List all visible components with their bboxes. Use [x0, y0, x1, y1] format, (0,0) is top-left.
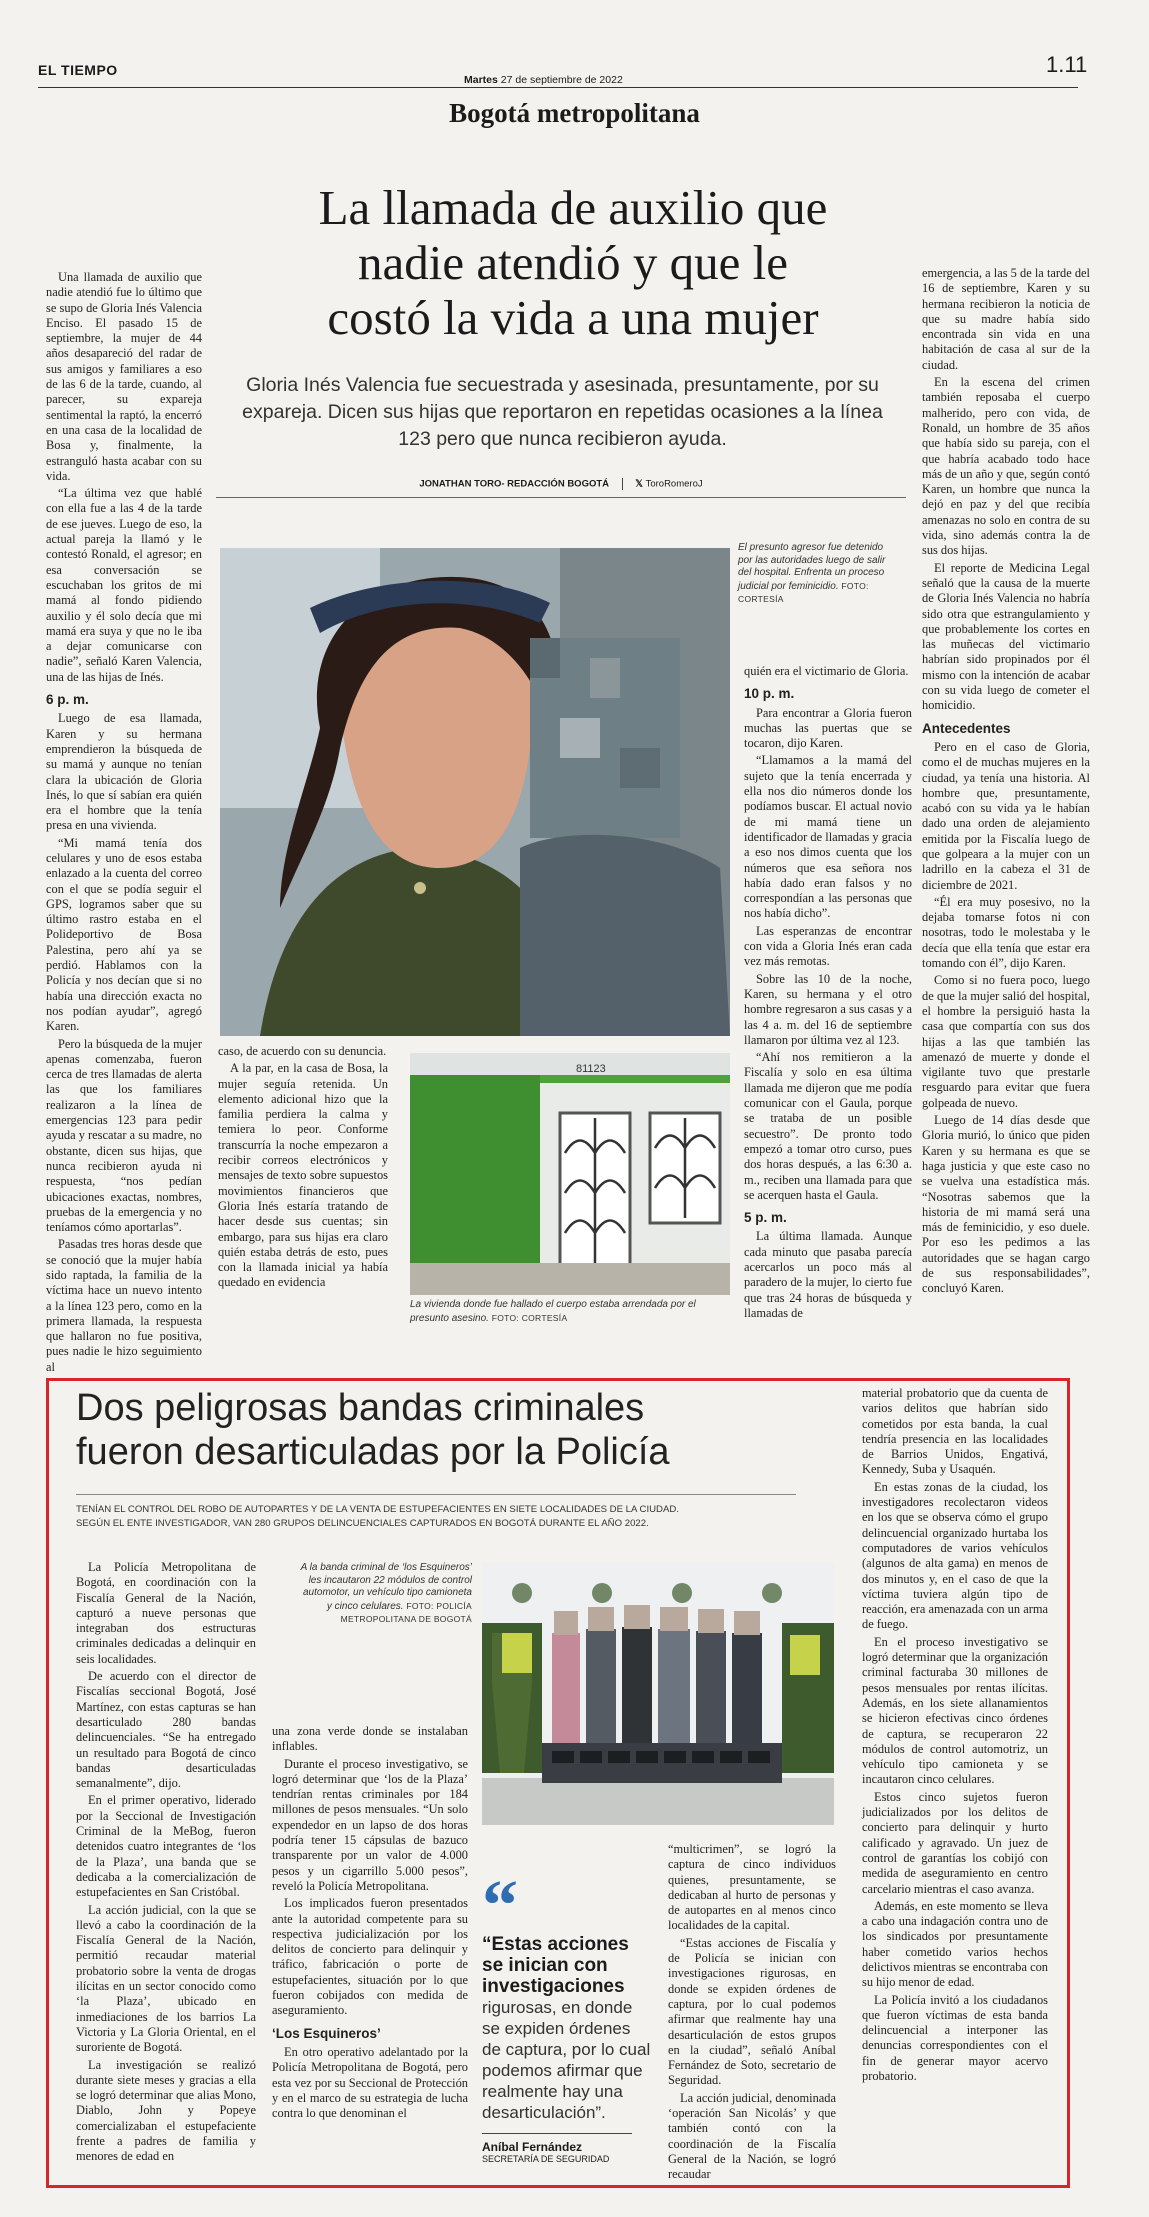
paragraph: Durante el proceso investigativo, se logró determinar que ‘los de la Plaza’ tendrían rentas criminales por 184 millones de pesos mensuales. “Un solo expendedor en un lapso de dos horas podría tener 15 cápsulas de bazuco transparente por un valor de 4.000 pesos y un cigarrillo 5.000 pesos”, reveló la Policía Metropolitana. — [272, 1756, 468, 1893]
story2-column-1 — [76, 1560, 256, 2167]
paragraph: La acción judicial, con la que se llevó a cabo la coordinación de la Fiscalía General de la Nación, permitió recaudar material probatorio sobre la venta de drogas ilícitas en un sector conocido como ‘la Plaza’, ubicado en inmediaciones de los barrios La Victoria y La Gloria Oriental, en el suroriente de Bogotá. — [76, 1902, 256, 2055]
paragraph: emergencia, a las 5 de la tarde del 16 de septiembre, Karen y su hermana recibieron la noticia de que su madre había sido encontrada sin vida en una habitación de casa al sur de la ciudad. — [922, 266, 1090, 372]
pull-quote — [482, 1865, 652, 2164]
byline-author: JONATHAN TORO- REDACCIÓN BOGOTÁ — [419, 478, 610, 490]
issue-date-rest: 27 de septiembre de 2022 — [500, 74, 623, 86]
quote-mark-icon: “ — [482, 1865, 518, 1945]
paragraph: Sobre las 10 de la noche, Karen, su hermana y el otro hombre regresaron a sus casas y a las 4 a. m. del 16 de septiembre llamaron por última vez al 123. — [744, 971, 912, 1047]
paragraph: En el proceso investigativo se logró determinar que la organización criminal facturaba 30 millones de pesos mensuales por rentas ilícitas. Además, en los siete allanamientos se hicieron efectivas cinco órdenes de captura, se recuperaron 22 módulos de control automotriz, un vehículo tipo camioneta y se incautaron cinco celulares. — [862, 1634, 1048, 1787]
paragraph: caso, de acuerdo con su denuncia. — [218, 1044, 387, 1058]
story2-headline — [76, 1386, 836, 1474]
page-number: 1.11 — [1046, 52, 1088, 77]
section-title: Bogotá metropolitana — [449, 98, 700, 128]
police-photo-caption — [300, 1562, 472, 1627]
house-number: 81123 — [576, 1063, 606, 1075]
paragraph: Una llamada de auxilio que nadie atendió fue lo último que se supo de Gloria Inés Valencia Enciso. El pasado 15 de septiembre, la mujer de 44 años desapareció del radar de sus amigos y familiares a eso de las 6 de la tarde, cuando, al parecer, su expareja sentimental la raptó, la encerró en una casa de la localidad de Bosa y, finalmente, la estranguló hasta acabar con su vida. — [46, 270, 202, 483]
story2-column-3 — [668, 1842, 836, 2185]
quote-rest: rigurosas, en donde se expiden órdenes de captura, por lo cual podemos afirmar que realmente hay una desarticulación”. — [482, 1998, 651, 2122]
paragraph: A la par, en la casa de Bosa, la mujer seguía retenida. Un elemento adicional hizo que la familia perdiera la calma y temiera lo peor. Conforme transcurría la noche empezaron a recibir correos electrónicos y mensajes de texto sobre supuestos movimientos financieros que Gloria Inés estaría tratando de hacer desde sus cuentas; sin embargo, para sus hijas era claro quién estaba detrás de esto, pues con la llamada inicial ya había quedado en evidencia — [218, 1061, 388, 1290]
paragraph: “La última vez que hablé con ella fue a las 4 de la tarde de ese jueves. Luego de eso, la actual pareja la llamó y le contestó Ronald, el agresor; en esa conversación se escuchaban los gritos de mi mamá al fondo pidiendo auxilio y él solo decía que mi mamá era suya y que no le iba a dejar comunicarse con nadie”, señaló Karen Valencia, una de las hijas de Inés. — [46, 486, 202, 684]
paragraph: Los implicados fueron presentados ante la autoridad competente para su respectiva judicialización por los delitos de concierto para delinquir y tráfico, fabricación o porte de estupefacientes, situación por lo que fueron cobijados con medida de aseguramiento. — [272, 1896, 468, 2018]
issue-date-day: Martes — [464, 74, 498, 86]
paragraph: Luego de 14 días desde que Gloria murió, lo único que piden Karen y su hermana es que se haga justicia y que este caso no se vuelva una estadística más. “Nosotras sabemos que la historia de mi mamá será una más de feminicidio, y eso duele. Por eso les pedimos a las autoridades que se hagan cargo de sus responsabilidades”, concluyó Karen. — [922, 1113, 1090, 1296]
twitter-icon: 𝕏 — [635, 478, 643, 490]
police-photo-art — [482, 1563, 834, 1825]
paragraph: En la escena del crimen también reposaba el cuerpo malherido, pero con vida, de Ronald, un hombre de 35 años que había sido su pareja, con el que habría acabado todo hace más de un año y que, según contó Karen, un hombre que nunca la dejó en paz y del que recibía amenazas no solo en contra de su vida, sino además contra la de sus dos hijas. — [922, 375, 1090, 558]
subhead: ‘Los Esquineros’ — [272, 2025, 381, 2041]
paragraph: una zona verde donde se instalaban inflables. — [272, 1724, 468, 1754]
paragraph: Pero en el caso de Gloria, como el de muchas mujeres en la ciudad, ya tenía una historia. Al hombre que, presuntamente, acabó con su vida ya le habían dado una orden de alejamiento emitida por la Fiscalía luego de que golpeara a la mujer con un ladrillo en la cabeza el 31 de diciembre de 2021. — [922, 739, 1090, 892]
paragraph: “Estas acciones de Fiscalía y de Policía se inician con investigaciones rigurosas, en donde se expiden órdenes de captura, por lo cual podemos afirmar que realmente hay una desarticulación de estos grupos en la ciudad”, señaló Aníbal Fernández de Soto, secretario de Seguridad. — [668, 1935, 836, 2088]
house-caption — [410, 1299, 730, 1325]
paragraph: En el primer operativo, liderado por la Seccional de Investigación Criminal de la MeBog, fueron detenidos cuatro integrantes de ‘los de la Plaza’, una banda que se dedicaba a la comercialización de estupefacientes en San Cristóbal. — [76, 1793, 256, 1900]
police-photo-caption-text: A la banda criminal de ‘los Esquineros’ les incautaron 22 módulos de control automotor, un vehículo tipo camioneta y cinco celulares. — [300, 1562, 472, 1612]
paragraph: La Policía invitó a los ciudadanos que fueron víctimas de esta banda delincuencial a interponer las denuncias correspondientes con el fin de generar mayor acervo probatorio. — [862, 1992, 1048, 2084]
house-photo-art — [410, 1053, 730, 1295]
story2-column-4 — [862, 1386, 1048, 2086]
paragraph: quién era el victimario de Gloria. — [744, 664, 909, 678]
paragraph: material probatorio que da cuenta de varios delitos que habrían sido cometidos por esta banda, la cual tendría presencia en las localidades de Barrios Unidos, Engativá, Kennedy, Suba y Usaquén. — [862, 1386, 1048, 1477]
agresor-caption — [738, 542, 890, 607]
story1-deck: Gloria Inés Valencia fue secuestrada y asesinada, presuntamente, por su expareja. Dicen sus hijas que reportaron en repetidas ocasiones a la línea 123 pero que nunca recibieron ayuda. — [242, 374, 883, 450]
header-rule — [38, 87, 1078, 88]
paragraph: Luego de esa llamada, Karen y su hermana emprendieron la búsqueda de su mamá y aunque no tenían clara la ubicación de Gloria Inés, lo que sí sabían era quién era el hombre que la tenía presa en una vivienda. — [46, 711, 202, 833]
story1-byline — [216, 478, 906, 490]
story2-deck-line: SEGÚN EL ENTE INVESTIGADOR, VAN 280 GRUPOS DELINCUENCIALES CAPTURADOS EN BOGOTÁ DURANTE EL AÑO 2022. — [76, 1518, 649, 1529]
story2-deck — [76, 1503, 806, 1531]
victim-photo-art — [220, 548, 730, 1036]
byline-rule — [216, 497, 906, 498]
story2-deck-rule — [76, 1494, 796, 1495]
story1-column-4 — [922, 266, 1090, 1299]
paragraph: “Mi mamá tenía dos celulares y uno de esos estaba enlazado a la cuenta del correo con el que se podía seguir el GPS, logramos saber que su último rastro estaba en el Polideportivo de Bosa Palestina, pero ahí ya se perdió. Hablamos con la Policía y nos decían que si no había una dirección exacta no nos podían ayudar”, agregó Karen. — [46, 835, 202, 1034]
subhead: 10 p. m. — [744, 686, 795, 702]
paragraph: “Él era muy posesivo, no la dejaba tomarse fotos ni con nosotras, todo le molestaba y le decía que ella tenía que estar era tomando con él”, dijo Karen. — [922, 894, 1090, 971]
story2-headline-line: fueron desarticuladas por la Policía — [76, 1431, 670, 1473]
story2-column-2 — [272, 1724, 468, 2123]
house-caption-credit: FOTO: CORTESÍA — [491, 1312, 568, 1323]
paragraph: El reporte de Medicina Legal señaló que la causa de la muerte de Gloria Inés Valencia no habría sido otra que estrangulamiento y que probablemente los cortes en las muñecas del victimario habrían sido propinados por él mismo con la intención de acabar con su vida luego de cometer el homicidio. — [922, 560, 1090, 713]
paragraph: Además, en este momento se lleva a cabo una indagación contra uno de los sindicados por presuntamente haber cometido varios hechos delictivos mientras se encontraba con su hijo menor de edad. — [862, 1898, 1048, 1990]
paragraph: Las esperanzas de encontrar con vida a Gloria Inés eran cada vez más remotas. — [744, 923, 912, 969]
story1-headline-line: costó la vida a una mujer — [327, 290, 819, 345]
police-photo — [482, 1563, 834, 1825]
paragraph: La Policía Metropolitana de Bogotá, en coordinación con la Fiscalía General de la Nación, capturó a nueve personas que integraban dos estructuras criminales dedicadas a delinquir en seis localidades. — [76, 1560, 256, 1666]
quote-lead: “Estas acciones se inician con investigaciones — [482, 1934, 629, 1997]
paragraph: De acuerdo con el director de Fiscalías seccional Bogotá, José Martínez, con estas capturas se han desarticulado 280 bandas delincuenciales. “Se ha entregado un resultado para Bogotá de cinco bandas desarticuladas semanalmente”, dijo. — [76, 1669, 256, 1791]
issue-date — [464, 74, 623, 86]
victim-photo — [220, 548, 730, 1036]
byline-twitter: ToroRomeroJ — [645, 478, 703, 490]
story2-headline-line: Dos peligrosas bandas criminales — [76, 1387, 645, 1429]
paragraph: La investigación se realizó durante siete meses y gracias a ella se logró determinar que alias Mono, Diablo, John y Popeye comercializaban el estupefaciente frente a padres de familia y menores de edad en — [76, 2057, 256, 2164]
story1-column-1 — [46, 270, 202, 1377]
quote-role: SECRETARÍA DE SEGURIDAD — [482, 2154, 610, 2164]
paragraph: Como si no fuera poco, luego de que la mujer salió del hospital, el hombre la persiguió hasta la casa que compartía con sus dos hijas a las que también las amenazó de muerte y donde el vigilante tuvo que prestarle resguardo para evitar que fuera golpeada de nuevo. — [922, 973, 1090, 1110]
story1-headline-line: La llamada de auxilio que — [318, 180, 828, 235]
paragraph: “Ahí nos remitieron a la Fiscalía y solo en esa última llamada me dijeron que me podía comunicar con el Gaula, porque se trataba de un posible secuestro”. De pronto todo empezó a tomar otro curso, pues dos horas después, a las 6:30 a. m., reciben una llamada para que se acerquen hasta el Gaula. — [744, 1050, 912, 1202]
story1-column-3 — [744, 664, 912, 1323]
paragraph: La acción judicial, denominada ‘operación San Nicolás’ y que también contó con la coordinación de la Fiscalía General de la Nación, se logró recaudar — [668, 2090, 836, 2182]
house-photo — [410, 1053, 730, 1295]
paragraph: En otro operativo adelantado por la Policía Metropolitana de Bogotá, pero esta vez por su Seccional de Protección y en el marco de su estrategia de lucha contra lo que denominan el — [272, 2044, 468, 2121]
paragraph: “multicrimen”, se logró la captura de cinco individuos quienes, presuntamente, se dedicaban al hurto de personas y de autopartes en al menos cinco localidades de la capital. — [668, 1842, 836, 1933]
house-caption-text: La vivienda donde fue hallado el cuerpo estaba arrendada por el presunto asesino. — [410, 1299, 696, 1324]
paragraph: La última llamada. Aunque cada minuto que pasaba parecía acercarlos un poco más al paradero de la mujer, lo cierto fue que tras 24 horas de búsqueda y llamadas de — [744, 1229, 912, 1320]
paragraph: En estas zonas de la ciudad, los investigadores recolectaron videos en los que se observa cómo el grupo delincuencial organizado hurtaba los computadores de varios vehículos (algunos de alta gama) en menos de dos minutos y, en el caso de que la víctima tuviera algún tipo de reacción, era amenazada con un arma de fuego. — [862, 1479, 1048, 1632]
paragraph: Estos cinco sujetos fueron judicializados por los delitos de concierto para delinquir y hurto calificado y agravado. Un juez de control de garantías los cobijó con medida de aseguramiento en centro carcelario mientras el caso avanza. — [862, 1789, 1048, 1896]
subhead: Antecedentes — [922, 720, 1011, 736]
paragraph: Pasadas tres horas desde que se conoció que la mujer había sido raptada, la familia de la víctima hace un nuevo intento a la línea 123 pero, como en la primera llamada, la respuesta que hallaron no fue positiva, pues nadie le hizo seguimiento al — [46, 1237, 202, 1374]
agresor-caption-credit: FOTO: CORTESÍA — [738, 580, 869, 604]
paragraph: Pero la búsqueda de la mujer apenas comenzaba, fueron cerca de tres llamadas de alerta las que los familiares realizaron a la línea de emergencias 123 para pedir ayuda y rescatar a su madre, no obstante, dicen sus hijas, que nunca recibieron ayuda ni respuesta, “nos pedían ubicaciones exactas, nombres, pruebas de la emergencia y no teníamos cómo aportarlas”. — [46, 1036, 202, 1235]
story1-headline-line: nadie atendió y que le — [358, 235, 788, 290]
subhead: 5 p. m. — [744, 1210, 787, 1226]
subhead: 6 p. m. — [46, 692, 89, 708]
masthead-logo: EL TIEMPO — [38, 62, 118, 78]
story1-column-2 — [218, 1044, 388, 1293]
police-photo-credit: FOTO: POLICÍA METROPOLITANA DE BOGOTÁ — [340, 1600, 472, 1624]
paragraph: “Llamamos a la mamá del sujeto que la tenía encerrada y ella nos dio números donde los podíamos buscar. El actual novio de mi mamá tiene un identificador de llamadas y gracia a eso nos dimos cuenta que los números que esa señora nos había dado eran falsos y no correspondían a las personas que nos había dicho”. — [744, 753, 912, 921]
story2-deck-line: TENÍAN EL CONTROL DEL ROBO DE AUTOPARTES Y DE LA VENTA DE ESTUPEFACIENTES EN SIETE LOCALIDADES DE LA CIUDAD. — [76, 1504, 679, 1515]
agresor-caption-text: El presunto agresor fue detenido por las autoridades luego de salir del hospital. Enfrenta un proceso judicial por feminicidio. — [738, 542, 886, 592]
story1-headline — [218, 180, 928, 345]
quote-author: Aníbal Fernández — [482, 2140, 583, 2154]
paragraph: Para encontrar a Gloria fueron muchas las puertas que se tocaron, dijo Karen. — [744, 705, 912, 751]
